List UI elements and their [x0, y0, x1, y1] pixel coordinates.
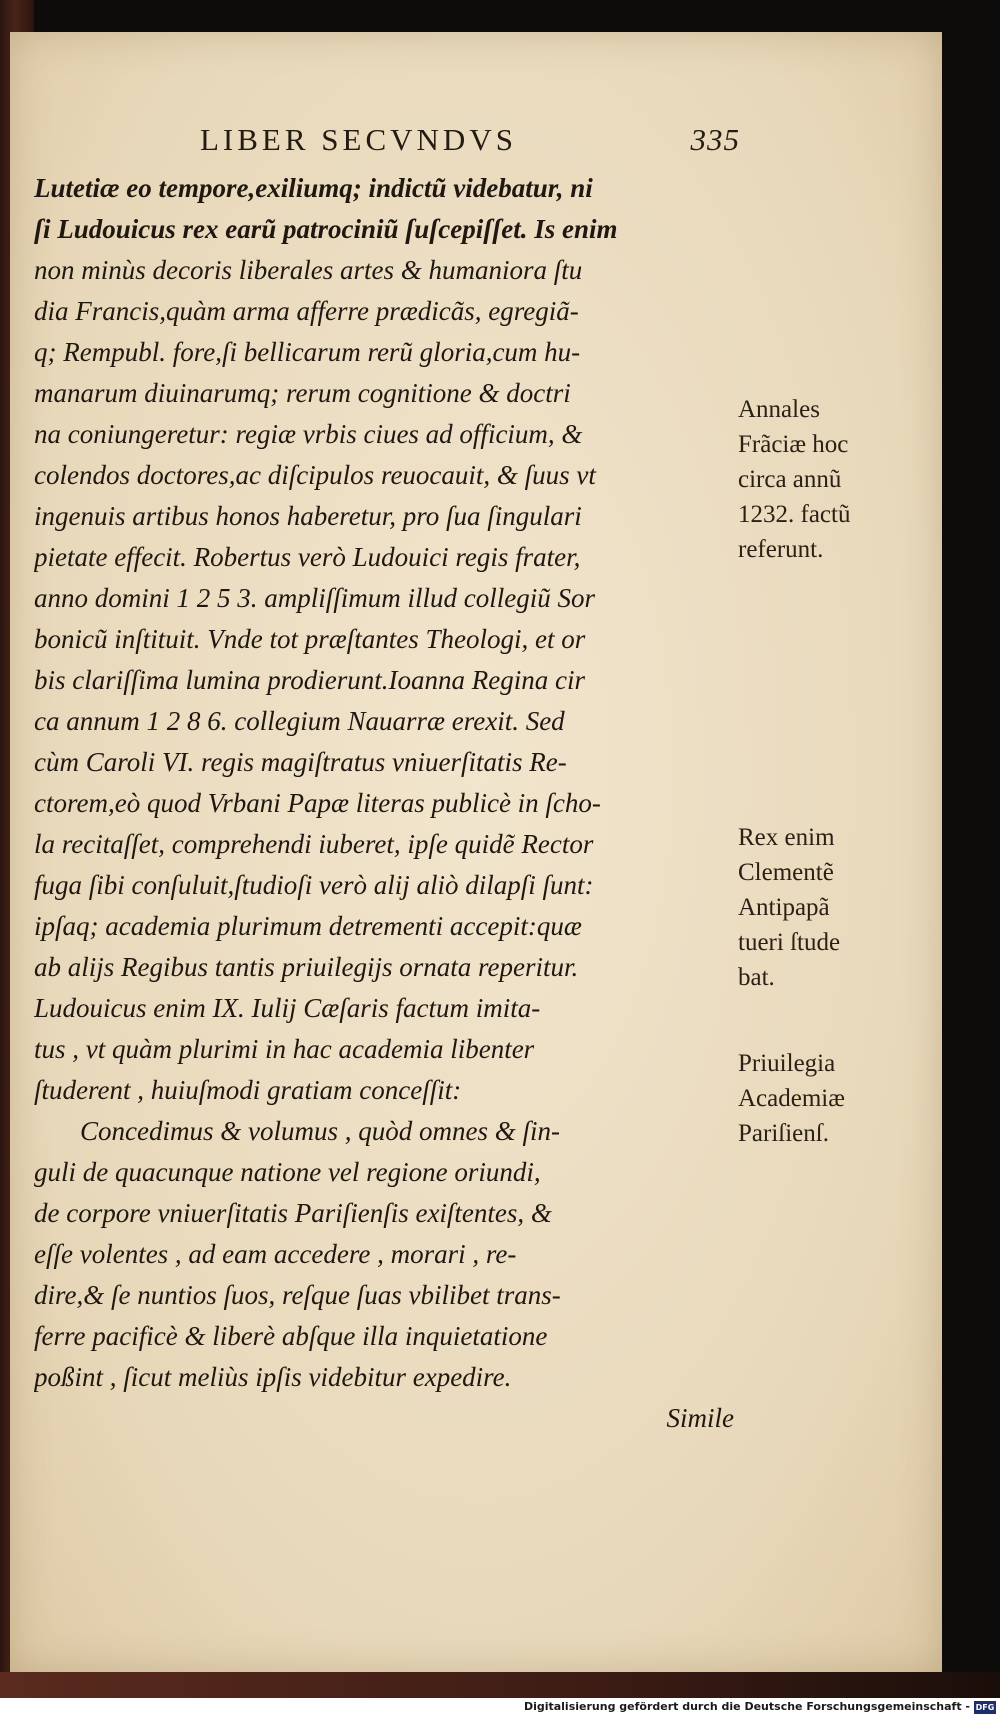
text-line: manarum diuinarumq; rerum cognitione & doctri: [34, 378, 571, 408]
margin-note-line: Academiæ: [738, 1085, 845, 1112]
margin-note-priuilegia: [738, 1046, 898, 1151]
text-line: guli de quacunque natione vel regione oriundi,: [34, 1157, 541, 1187]
text-line: anno domini 1 2 5 3. ampliſſimum illud collegiũ Sor: [34, 583, 595, 613]
text-line: cùm Caroli VI. regis magiſtratus vniuerſitatis Re-: [34, 747, 567, 777]
margin-note-line: Annales: [738, 396, 820, 423]
margin-note-line: Rex enim: [738, 824, 835, 851]
text-line: na coniungeretur: regiæ vrbis ciues ad officium, &: [34, 419, 583, 449]
text-line: poßint , ſicut meliùs ipſis videbitur expedire.: [34, 1362, 512, 1392]
text-line: bonicũ inſtituit. Vnde tot præſtantes Theologi, et or: [34, 624, 586, 654]
margin-note-line: referunt.: [738, 536, 824, 563]
text-line: de corpore vniuerſitatis Pariſienſis exiſtentes, &: [34, 1198, 552, 1228]
text-line: ferre pacificè & liberè abſque illa inquietatione: [34, 1321, 548, 1351]
text-line: dire,& ſe nuntios ſuos, reſque ſuas vbilibet trans-: [34, 1280, 561, 1310]
text-line: bis clariſſima lumina prodierunt.Ioanna Regina cir: [34, 665, 585, 695]
text-line: Concedimus & volumus , quòd omnes & ſin-: [80, 1116, 560, 1146]
text-line: Ludouicus enim IX. Iulij Cæſaris factum imita-: [34, 993, 541, 1023]
margin-note-rex: [738, 820, 898, 995]
margin-note-line: circa annũ: [738, 466, 842, 493]
page-number: 335: [690, 122, 740, 157]
digitization-footer: [0, 1698, 1000, 1718]
margin-note-line: 1232. factũ: [738, 501, 851, 528]
text-line: dia Francis,quàm arma afferre prædicãs, egregiã-: [34, 296, 579, 326]
margin-note-line: Pariſienſ.: [738, 1120, 829, 1147]
margin-note-line: Clementẽ: [738, 859, 834, 886]
text-line: ſi Ludouicus rex earũ patrociniũ ſuſcepiſſet. Is enim: [34, 214, 618, 244]
margin-note-line: Priuilegia: [738, 1050, 836, 1077]
running-head: [200, 122, 740, 162]
text-line: ab alijs Regibus tantis priuilegijs ornata reperitur.: [34, 952, 579, 982]
text-line: la recitaſſet, comprehendi iuberet, ipſe quidẽ Rector: [34, 829, 594, 859]
book-cover-edge: [0, 1672, 1000, 1698]
text-line: ipſaq; academia plurimum detrementi accepit:quæ: [34, 911, 582, 941]
text-line: Lutetiæ eo tempore,exiliumq; indictũ videbatur, ni: [34, 173, 593, 203]
running-head-title: LIBER SECVNDVS: [200, 122, 517, 157]
text-line: ingenuis artibus honos haberetur, pro ſua ſingulari: [34, 501, 582, 531]
margin-note-line: Antipapã: [738, 894, 830, 921]
text-line: q; Rempubl. fore,ſi bellicarum rerũ gloria,cum hu-: [34, 337, 581, 367]
body-text: [34, 168, 744, 1439]
text-line: ctorem,eò quod Vrbani Papæ literas publicè in ſcho-: [34, 788, 601, 818]
text-line: pietate effecit. Robertus verò Ludouici regis frater,: [34, 542, 581, 572]
margin-note-line: tueri ſtude: [738, 929, 841, 956]
text-line: fuga ſibi conſuluit,ſtudioſi verò alij aliò dilapſi ſunt:: [34, 870, 594, 900]
text-line: eſſe volentes , ad eam accedere , morari , re-: [34, 1239, 517, 1269]
margin-note-line: Frãciæ hoc: [738, 431, 849, 458]
text-line: ſtuderent , huiuſmodi gratiam conceſſit:: [34, 1075, 462, 1105]
text-line: non minùs decoris liberales artes & humaniora ſtu: [34, 255, 583, 285]
text-line: tus , vt quàm plurimi in hac academia libenter: [34, 1034, 535, 1064]
funding-credit: Digitalisierung gefördert durch die Deutsche Forschungsgemeinschaft -: [523, 1700, 970, 1713]
margin-note-line: bat.: [738, 964, 775, 991]
margin-note-annales: [738, 392, 898, 567]
dfg-logo: DFG: [975, 1703, 995, 1712]
text-line: colendos doctores,ac diſcipulos reuocauit, & ſuus vt: [34, 460, 596, 490]
text-line: ca annum 1 2 8 6. collegium Nauarræ erexit. Sed: [34, 706, 565, 736]
catchword: Simile: [666, 1403, 734, 1433]
